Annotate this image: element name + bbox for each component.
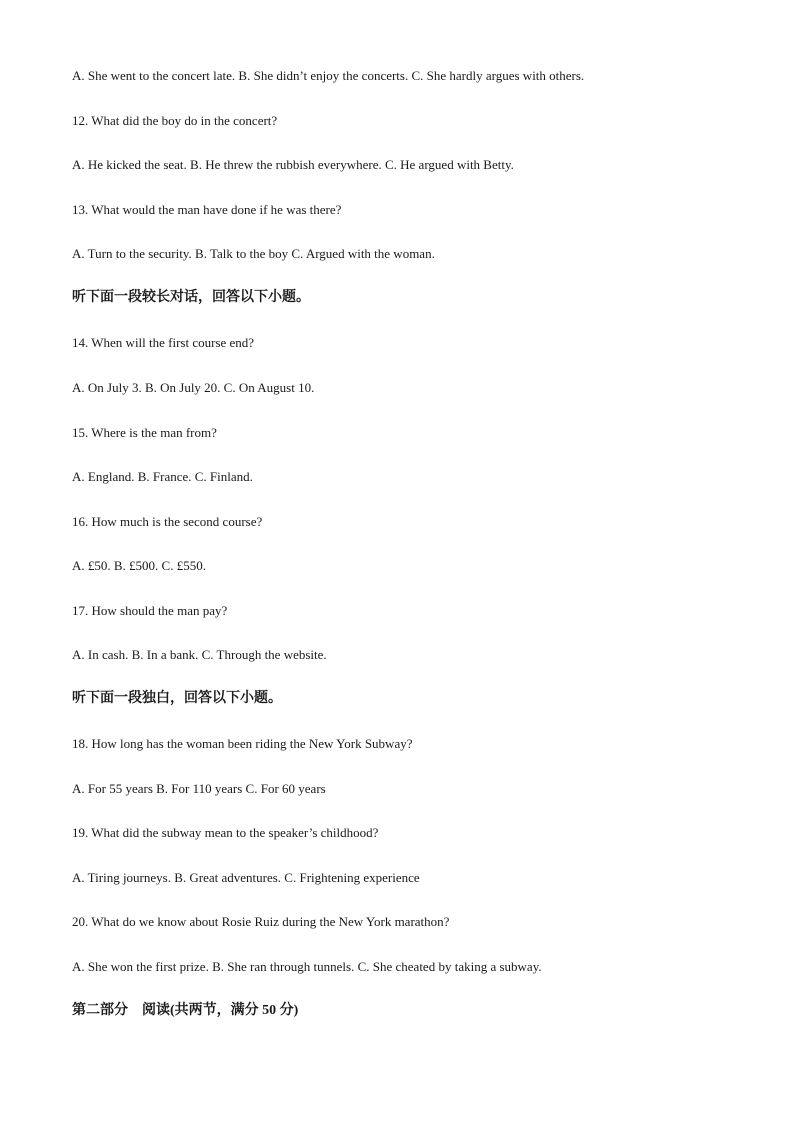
question-14: 14. When will the first course end? xyxy=(72,335,255,350)
answer-options-12: A. He kicked the seat. B. He threw the rubbish everywhere. C. He argued with Betty. xyxy=(72,157,514,172)
question-19: 19. What did the subway mean to the speaker’s childhood? xyxy=(72,825,379,840)
answer-options-15: A. England. B. France. C. Finland. xyxy=(72,469,253,484)
answer-options-16: A. £50. B. £500. C. £550. xyxy=(72,558,206,573)
question-13: 13. What would the man have done if he was there? xyxy=(72,202,342,217)
answer-options-19: A. Tiring journeys. B. Great adventures. C. Frightening experience xyxy=(72,870,420,885)
answer-options-17: A. In cash. B. In a bank. C. Through the website. xyxy=(72,647,327,662)
question-16: 16. How much is the second course? xyxy=(72,514,263,529)
answer-options-11: A. She went to the concert late. B. She didn’t enjoy the concerts. C. She hardly argues with others. xyxy=(72,68,585,83)
question-15: 15. Where is the man from? xyxy=(72,425,217,440)
section-heading-long-dialogue: 听下面一段较长对话，回答以下小题。 xyxy=(72,290,310,305)
question-20: 20. What do we know about Rosie Ruiz during the New York marathon? xyxy=(72,914,450,929)
answer-options-20: A. She won the first prize. B. She ran through tunnels. C. She cheated by taking a subway. xyxy=(72,959,542,974)
section-heading-monologue: 听下面一段独白，回答以下小题。 xyxy=(72,691,282,706)
question-12: 12. What did the boy do in the concert? xyxy=(72,113,278,128)
question-17: 17. How should the man pay? xyxy=(72,603,228,618)
answer-options-13: A. Turn to the security. B. Talk to the boy C. Argued with the woman. xyxy=(72,246,435,261)
part-two-heading: 第二部分 阅读(共两节，满分 50 分) xyxy=(72,1003,299,1018)
answer-options-18: A. For 55 years B. For 110 years C. For 60 years xyxy=(72,781,326,796)
answer-options-14: A. On July 3. B. On July 20. C. On August 10. xyxy=(72,380,315,395)
question-18: 18. How long has the woman been riding the New York Subway? xyxy=(72,736,413,751)
